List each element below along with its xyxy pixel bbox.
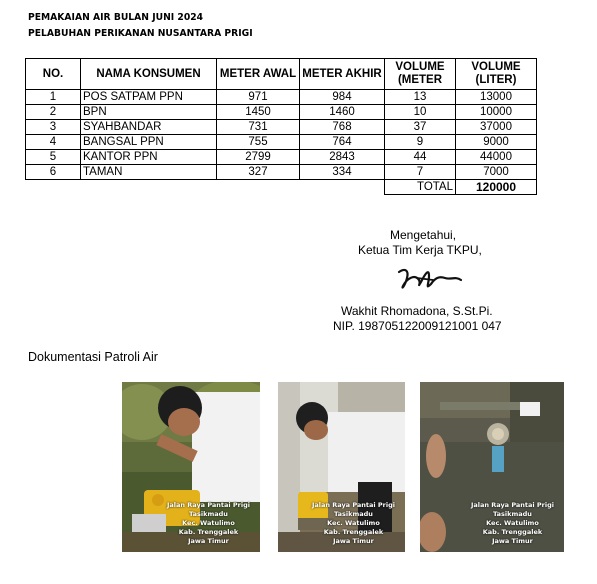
total-label: TOTAL <box>385 180 456 195</box>
row-meter-start: 755 <box>217 135 300 150</box>
row-number: 6 <box>26 165 81 180</box>
row-volume-liter: 10000 <box>456 105 537 120</box>
row-volume-meter: 10 <box>385 105 456 120</box>
row-meter-start: 971 <box>217 90 300 105</box>
document-title: PEMAKAIAN AIR BULAN JUNI 2024 <box>28 12 204 23</box>
row-volume-liter: 44000 <box>456 150 537 165</box>
row-meter-end: 334 <box>300 165 385 180</box>
row-number: 5 <box>26 150 81 165</box>
row-volume-meter: 9 <box>385 135 456 150</box>
table-row <box>26 120 537 135</box>
table-row <box>26 165 537 180</box>
col-meter-end: METER AKHIR <box>300 59 385 90</box>
patrol-photo-1 <box>122 382 260 552</box>
row-volume-liter: 7000 <box>456 165 537 180</box>
row-meter-start: 2799 <box>217 150 300 165</box>
patrol-photo-2 <box>278 382 405 552</box>
row-consumer-name: BANGSAL PPN <box>81 135 217 150</box>
signature-acknowledged: Mengetahui, <box>390 228 457 242</box>
row-volume-liter: 9000 <box>456 135 537 150</box>
row-volume-liter: 37000 <box>456 120 537 135</box>
table-header-row <box>26 59 537 90</box>
col-volume-liter: VOLUME (LITER) <box>456 59 537 90</box>
row-volume-liter: 13000 <box>456 90 537 105</box>
row-volume-meter: 7 <box>385 165 456 180</box>
water-usage-table <box>25 58 537 195</box>
row-consumer-name: KANTOR PPN <box>81 150 217 165</box>
document-subtitle: PELABUHAN PERIKANAN NUSANTARA PRIGI <box>28 28 253 39</box>
row-meter-end: 1460 <box>300 105 385 120</box>
row-number: 1 <box>26 90 81 105</box>
signature-position: Ketua Tim Kerja TKPU, <box>358 243 482 257</box>
total-value: 120000 <box>456 180 537 195</box>
row-consumer-name: BPN <box>81 105 217 120</box>
handwritten-signature <box>395 264 465 294</box>
table-row <box>26 150 537 165</box>
row-meter-start: 327 <box>217 165 300 180</box>
photo-2-watermark: Jalan Raya Pantai Prigi Tasikmadu Kec. Watulimo Kab. Trenggalek Jawa Timur <box>311 501 395 545</box>
table-row <box>26 135 537 150</box>
row-meter-end: 768 <box>300 120 385 135</box>
signature-nip: NIP. 198705122009121001 047 <box>333 319 502 333</box>
row-meter-start: 1450 <box>217 105 300 120</box>
col-meter-start: METER AWAL <box>217 59 300 90</box>
row-consumer-name: POS SATPAM PPN <box>81 90 217 105</box>
table-row <box>26 105 537 120</box>
row-volume-meter: 44 <box>385 150 456 165</box>
row-number: 2 <box>26 105 81 120</box>
photo-3-watermark: Jalan Raya Pantai Prigi Tasikmadu Kec. Watulimo Kab. Trenggalek Jawa Timur <box>470 501 554 545</box>
row-consumer-name: TAMAN <box>81 165 217 180</box>
row-number: 4 <box>26 135 81 150</box>
row-consumer-name: SYAHBANDAR <box>81 120 217 135</box>
row-meter-end: 764 <box>300 135 385 150</box>
documentation-title: Dokumentasi Patroli Air <box>28 350 158 364</box>
row-meter-start: 731 <box>217 120 300 135</box>
row-meter-end: 984 <box>300 90 385 105</box>
total-row <box>26 180 537 195</box>
patrol-photo-3 <box>420 382 564 552</box>
signature-name: Wakhit Rhomadona, S.St.Pi. <box>341 304 493 318</box>
row-volume-meter: 13 <box>385 90 456 105</box>
row-number: 3 <box>26 120 81 135</box>
col-no: NO. <box>26 59 81 90</box>
col-volume-meter: VOLUME (METER <box>385 59 456 90</box>
row-meter-end: 2843 <box>300 150 385 165</box>
table-row <box>26 90 537 105</box>
col-name: NAMA KONSUMEN <box>81 59 217 90</box>
row-volume-meter: 37 <box>385 120 456 135</box>
photo-1-watermark: Jalan Raya Pantai Prigi Tasikmadu Kec. Watulimo Kab. Trenggalek Jawa Timur <box>166 501 250 545</box>
